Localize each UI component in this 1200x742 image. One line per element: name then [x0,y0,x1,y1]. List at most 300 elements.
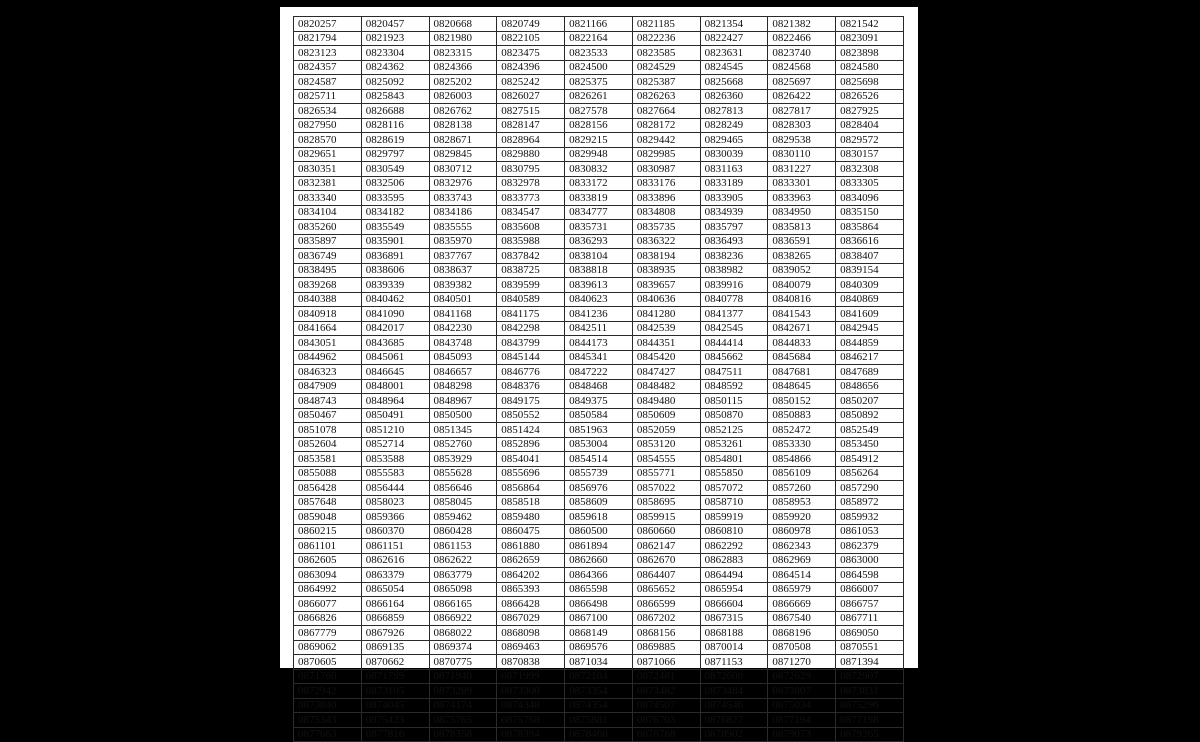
table-cell: 0868188 [700,626,768,641]
table-cell: 0852549 [836,423,904,438]
table-cell: 0829538 [768,133,836,148]
table-cell: 0848376 [497,379,565,394]
table-cell: 0841377 [700,307,768,322]
table-cell: 0865054 [361,582,429,597]
table-cell: 0829985 [632,147,700,162]
table-cell: 0856864 [497,481,565,496]
table-cell: 0822105 [497,31,565,46]
table-cell: 0876703 [632,713,700,728]
table-cell: 0825092 [361,75,429,90]
table-cell: 0825375 [565,75,633,90]
table-cell: 0836891 [361,249,429,264]
table-cell: 0828156 [565,118,633,133]
table-cell: 0820749 [497,17,565,32]
table-cell: 0822164 [565,31,633,46]
table-cell: 0828619 [361,133,429,148]
table-cell: 0871034 [565,655,633,670]
table-cell: 0828671 [429,133,497,148]
table-cell: 0854514 [565,452,633,467]
table-cell: 0823091 [836,31,904,46]
table-cell: 0862379 [836,539,904,554]
table-cell: 0858518 [497,495,565,510]
table-row [294,191,904,206]
table-cell: 0864366 [565,568,633,583]
table-row [294,495,904,510]
table-cell: 0860978 [768,524,836,539]
table-cell: 0842945 [836,321,904,336]
table-cell: 0858953 [768,495,836,510]
table-cell: 0862622 [429,553,497,568]
table-row [294,466,904,481]
table-cell: 0850552 [497,408,565,423]
table-cell: 0862660 [565,553,633,568]
table-cell: 0872481 [632,669,700,684]
table-cell: 0835731 [565,220,633,235]
table-cell: 0856264 [836,466,904,481]
table-cell: 0823533 [565,46,633,61]
table-cell: 0853588 [361,452,429,467]
table-cell: 0857072 [700,481,768,496]
table-cell: 0847689 [836,365,904,380]
table-cell: 0866599 [632,597,700,612]
table-cell: 0829948 [565,147,633,162]
table-cell: 0824357 [294,60,362,75]
table-cell: 0859618 [565,510,633,525]
table-cell: 0822236 [632,31,700,46]
table-cell: 0827925 [836,104,904,119]
table-cell: 0827515 [497,104,565,119]
table-row [294,75,904,90]
table-cell: 0843051 [294,336,362,351]
table-cell: 0873289 [429,684,497,699]
table-row [294,133,904,148]
table-cell: 0855739 [565,466,633,481]
table-cell: 0862670 [632,553,700,568]
table-row [294,336,904,351]
table-cell: 0848964 [361,394,429,409]
table-cell: 0846776 [497,365,565,380]
table-cell: 0824362 [361,60,429,75]
table-cell: 0857290 [836,481,904,496]
table-cell: 0848743 [294,394,362,409]
table-cell: 0833595 [361,191,429,206]
table-cell: 0879073 [768,727,836,742]
table-row [294,278,904,293]
table-cell: 0833340 [294,191,362,206]
table-cell: 0822466 [768,31,836,46]
table-cell: 0826263 [632,89,700,104]
number-table-body [294,17,904,742]
table-cell: 0867315 [700,611,768,626]
table-cell: 0827950 [294,118,362,133]
table-cell: 0826422 [768,89,836,104]
table-cell: 0828249 [700,118,768,133]
table-cell: 0824580 [836,60,904,75]
table-cell: 0869463 [497,640,565,655]
table-cell: 0836493 [700,234,768,249]
table-cell: 0861894 [565,539,633,554]
table-cell: 0844962 [294,350,362,365]
table-cell: 0873354 [565,684,633,699]
table-cell: 0863000 [836,553,904,568]
table-cell: 0861053 [836,524,904,539]
table-row [294,17,904,32]
table-cell: 0833176 [632,176,700,191]
table-cell: 0840869 [836,292,904,307]
table-cell: 0848298 [429,379,497,394]
table-cell: 0846657 [429,365,497,380]
table-cell: 0859462 [429,510,497,525]
table-cell: 0823585 [632,46,700,61]
table-cell: 0836749 [294,249,362,264]
table-cell: 0833305 [836,176,904,191]
table-cell: 0857260 [768,481,836,496]
table-cell: 0836616 [836,234,904,249]
table-cell: 0855850 [700,466,768,481]
table-cell: 0866859 [361,611,429,626]
table-cell: 0853261 [700,437,768,452]
table-cell: 0833819 [565,191,633,206]
table-cell: 0835988 [497,234,565,249]
table-cell: 0830039 [700,147,768,162]
table-cell: 0847681 [768,365,836,380]
table-cell: 0877663 [294,727,362,742]
table-cell: 0842230 [429,321,497,336]
table-cell: 0867100 [565,611,633,626]
table-cell: 0873840 [294,698,362,713]
table-cell: 0841664 [294,321,362,336]
table-cell: 0828147 [497,118,565,133]
table-cell: 0843685 [361,336,429,351]
table-cell: 0872600 [700,669,768,684]
table-cell: 0859915 [632,510,700,525]
table-cell: 0850584 [565,408,633,423]
table-cell: 0850491 [361,408,429,423]
table-cell: 0830987 [632,162,700,177]
table-cell: 0829572 [836,133,904,148]
table-cell: 0849480 [632,394,700,409]
table-cell: 0866669 [768,597,836,612]
table-cell: 0874354 [565,698,633,713]
table-cell: 0838725 [497,263,565,278]
table-cell: 0869885 [632,640,700,655]
table-cell: 0834096 [836,191,904,206]
table-cell: 0840623 [565,292,633,307]
table-cell: 0848656 [836,379,904,394]
table-cell: 0860370 [361,524,429,539]
table-cell: 0838637 [429,263,497,278]
table-cell: 0841236 [565,307,633,322]
table-row [294,234,904,249]
table-cell: 0843799 [497,336,565,351]
table-row [294,698,904,713]
table-cell: 0823304 [361,46,429,61]
table-row [294,220,904,235]
table-cell: 0833743 [429,191,497,206]
table-cell: 0834547 [497,205,565,220]
table-cell: 0838194 [632,249,700,264]
table-cell: 0854866 [768,452,836,467]
table-cell: 0860428 [429,524,497,539]
table-cell: 0873831 [836,684,904,699]
table-cell: 0875881 [565,713,633,728]
table-cell: 0879265 [836,727,904,742]
table-cell: 0826688 [361,104,429,119]
table-cell: 0864494 [700,568,768,583]
table-cell: 0826526 [836,89,904,104]
table-cell: 0844414 [700,336,768,351]
table-cell: 0838495 [294,263,362,278]
table-cell: 0874348 [497,698,565,713]
table-cell: 0858045 [429,495,497,510]
table-cell: 0847909 [294,379,362,394]
table-cell: 0875343 [294,713,362,728]
table-cell: 0835735 [632,220,700,235]
table-cell: 0826762 [429,104,497,119]
table-row [294,713,904,728]
table-cell: 0834950 [768,205,836,220]
table-cell: 0867540 [768,611,836,626]
table-cell: 0839154 [836,263,904,278]
table-cell: 0845420 [632,350,700,365]
table-cell: 0851210 [361,423,429,438]
table-cell: 0844173 [565,336,633,351]
table-cell: 0838935 [632,263,700,278]
table-cell: 0842511 [565,321,633,336]
table-cell: 0832506 [361,176,429,191]
table-cell: 0854801 [700,452,768,467]
table-cell: 0846645 [361,365,429,380]
table-cell: 0847511 [700,365,768,380]
table-cell: 0831163 [700,162,768,177]
table-cell: 0830549 [361,162,429,177]
table-cell: 0853929 [429,452,497,467]
table-cell: 0821794 [294,31,362,46]
table-cell: 0840816 [768,292,836,307]
table-cell: 0826027 [497,89,565,104]
table-cell: 0874507 [632,698,700,713]
table-cell: 0840636 [632,292,700,307]
table-cell: 0874174 [429,698,497,713]
table-cell: 0835549 [361,220,429,235]
table-cell: 0862969 [768,553,836,568]
table-cell: 0823123 [294,46,362,61]
table-cell: 0830795 [497,162,565,177]
table-cell: 0850467 [294,408,362,423]
table-cell: 0835970 [429,234,497,249]
table-cell: 0868098 [497,626,565,641]
table-cell: 0854555 [632,452,700,467]
table-cell: 0838104 [565,249,633,264]
table-cell: 0838236 [700,249,768,264]
table-cell: 0825202 [429,75,497,90]
table-cell: 0874546 [700,698,768,713]
table-cell: 0835797 [700,220,768,235]
table-cell: 0861151 [361,539,429,554]
table-cell: 0828303 [768,118,836,133]
table-cell: 0870605 [294,655,362,670]
table-row [294,365,904,380]
table-cell: 0875768 [497,713,565,728]
table-cell: 0836322 [632,234,700,249]
table-cell: 0875423 [361,713,429,728]
table-cell: 0854041 [497,452,565,467]
table-cell: 0841609 [836,307,904,322]
table-cell: 0876827 [700,713,768,728]
table-row [294,727,904,742]
table-cell: 0844859 [836,336,904,351]
table-cell: 0834777 [565,205,633,220]
table-cell: 0833773 [497,191,565,206]
table-cell: 0867029 [497,611,565,626]
table-row [294,669,904,684]
table-cell: 0869050 [836,626,904,641]
table-cell: 0855628 [429,466,497,481]
table-cell: 0821382 [768,17,836,32]
table-row [294,437,904,452]
table-cell: 0844351 [632,336,700,351]
table-cell: 0826534 [294,104,362,119]
table-cell: 0830110 [768,147,836,162]
table-cell: 0833896 [632,191,700,206]
table-row [294,46,904,61]
table-cell: 0865098 [429,582,497,597]
table-cell: 0841280 [632,307,700,322]
table-cell: 0839657 [632,278,700,293]
table-cell: 0825843 [361,89,429,104]
table-cell: 0856646 [429,481,497,496]
table-cell: 0865652 [632,582,700,597]
table-cell: 0827817 [768,104,836,119]
table-cell: 0856976 [565,481,633,496]
table-cell: 0852604 [294,437,362,452]
table-row [294,553,904,568]
table-cell: 0860660 [632,524,700,539]
table-cell: 0852714 [361,437,429,452]
table-cell: 0848482 [632,379,700,394]
table-cell: 0828570 [294,133,362,148]
table-cell: 0824587 [294,75,362,90]
table-cell: 0825697 [768,75,836,90]
table-cell: 0836591 [768,234,836,249]
table-cell: 0828404 [836,118,904,133]
table-cell: 0872907 [836,669,904,684]
table-cell: 0865393 [497,582,565,597]
table-cell: 0866826 [294,611,362,626]
table-row [294,394,904,409]
table-cell: 0869576 [565,640,633,655]
table-cell: 0864514 [768,568,836,583]
table-cell: 0836293 [565,234,633,249]
table-cell: 0837767 [429,249,497,264]
table-cell: 0860500 [565,524,633,539]
table-cell: 0832308 [836,162,904,177]
table-cell: 0821354 [700,17,768,32]
table-cell: 0852472 [768,423,836,438]
table-cell: 0870662 [361,655,429,670]
table-cell: 0860475 [497,524,565,539]
table-cell: 0856109 [768,466,836,481]
table-cell: 0878902 [700,727,768,742]
table-cell: 0856428 [294,481,362,496]
table-cell: 0851345 [429,423,497,438]
table-row [294,307,904,322]
table-row [294,118,904,133]
table-cell: 0838982 [700,263,768,278]
table-cell: 0840918 [294,307,362,322]
table-cell: 0853450 [836,437,904,452]
table-cell: 0829651 [294,147,362,162]
table-cell: 0848645 [768,379,836,394]
table-cell: 0866077 [294,597,362,612]
table-cell: 0857022 [632,481,700,496]
table-cell: 0851424 [497,423,565,438]
table-cell: 0878460 [565,727,633,742]
table-cell: 0875296 [836,698,904,713]
table-cell: 0859048 [294,510,362,525]
table-cell: 0858609 [565,495,633,510]
table-cell: 0866164 [361,597,429,612]
table-cell: 0855696 [497,466,565,481]
table-cell: 0821923 [361,31,429,46]
table-cell: 0842298 [497,321,565,336]
table-cell: 0844833 [768,336,836,351]
table-cell: 0834939 [700,205,768,220]
table-row [294,292,904,307]
table-cell: 0862883 [700,553,768,568]
table-cell: 0867779 [294,626,362,641]
table-cell: 0821980 [429,31,497,46]
table-cell: 0851963 [565,423,633,438]
table-cell: 0870551 [836,640,904,655]
table-cell: 0820668 [429,17,497,32]
table-cell: 0875765 [429,713,497,728]
table-cell: 0866757 [836,597,904,612]
table-cell: 0825242 [497,75,565,90]
table-cell: 0868022 [429,626,497,641]
table-cell: 0865979 [768,582,836,597]
table-cell: 0830157 [836,147,904,162]
table-cell: 0857648 [294,495,362,510]
table-cell: 0870014 [700,640,768,655]
table-cell: 0833301 [768,176,836,191]
table-cell: 0842545 [700,321,768,336]
table-cell: 0839613 [565,278,633,293]
table-cell: 0834104 [294,205,362,220]
table-cell: 0871940 [429,669,497,684]
table-cell: 0869062 [294,640,362,655]
table-row [294,379,904,394]
table-cell: 0861880 [497,539,565,554]
table-cell: 0835260 [294,220,362,235]
table-cell: 0859920 [768,510,836,525]
document-page [280,7,918,741]
table-cell: 0845061 [361,350,429,365]
table-cell: 0877194 [768,713,836,728]
table-cell: 0832381 [294,176,362,191]
table-cell: 0872629 [768,669,836,684]
table-cell: 0839916 [700,278,768,293]
table-cell: 0850892 [836,408,904,423]
table-cell: 0865954 [700,582,768,597]
table-cell: 0871999 [497,669,565,684]
table-cell: 0850500 [429,408,497,423]
table-row [294,147,904,162]
table-cell: 0829465 [700,133,768,148]
table-cell: 0840309 [836,278,904,293]
table-cell: 0866498 [565,597,633,612]
table-row [294,60,904,75]
